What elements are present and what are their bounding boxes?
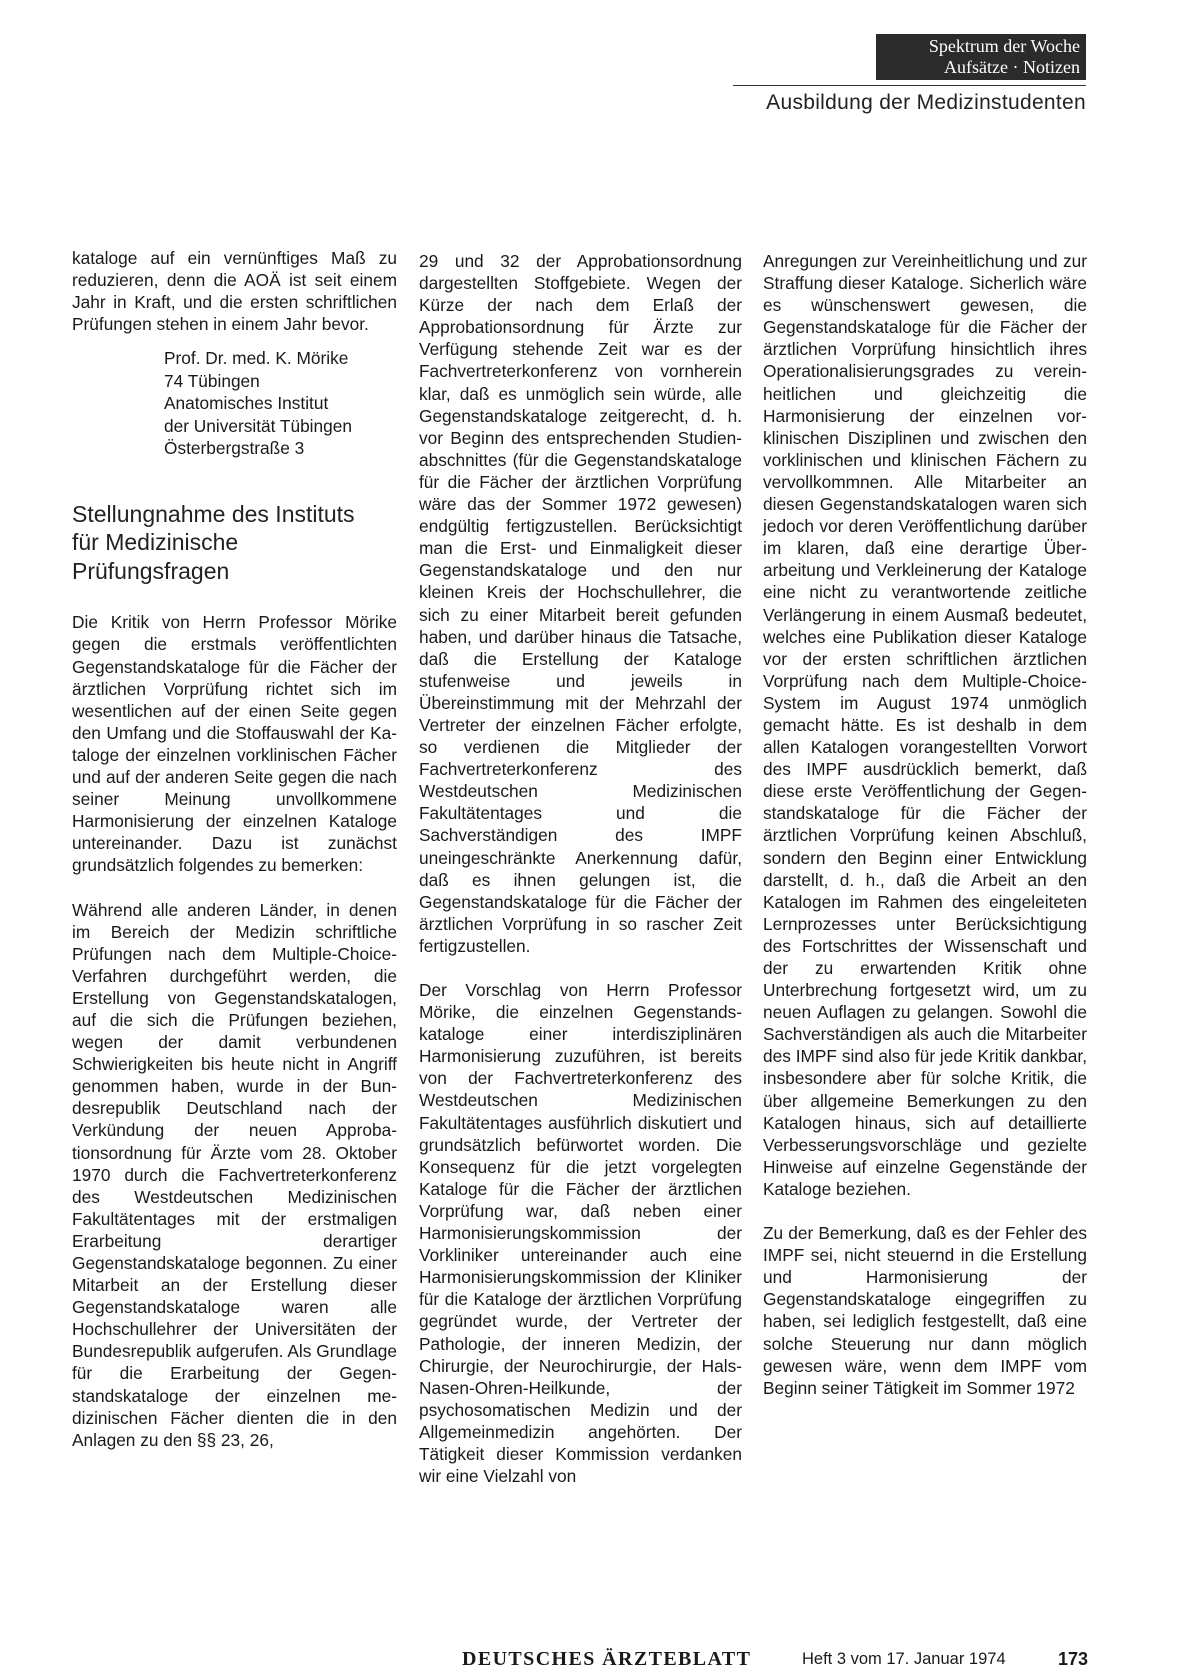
- author-address: [164, 347, 397, 460]
- heading-line: Stellungnahme des Instituts: [72, 500, 355, 527]
- section-badge: [876, 34, 1086, 80]
- column-3: [763, 250, 1087, 1399]
- paragraph: Während alle anderen Länder, in denen im Bereich der Medizin schriftliche Prüfungen nach dem Multiple-Choice-Verfahren durchgeführt werden, die Erstellung von Gegenstandskatalogen, auf die sich die Prüfungen beziehen, wegen der damit verbundenen Schwierigkeiten bis heute nicht in Angriff genommen haben, wurde in der Bundesrepublik Deutschland nach der Verkündung der neuen Approbationsordnung für Ärzte vom 28. Oktober 1970 durch die Fachvertreterkonferenz des Westdeutschen Medizinischen Fakultätentages mit der erstmaligen Erarbeitung derartiger Gegenstandskataloge begonnen. Zu einer Mitarbeit an der Erstellung dieser Gegenstandskataloge waren alle Hochschullehrer der Universitäten der Bundesrepublik aufgerufen. Als Grundlage für die Erarbeitung der Gegenstandskataloge der einzelnen medizinischen Fächer dienten die in den Anlagen zu den §§ 23, 26,: [72, 899, 397, 1450]
- column-2: [419, 250, 742, 1487]
- paragraph: Zu der Bemerkung, daß es der Fehler des IMPF sei, nicht steuernd in die Erstellung und Harmonisierung der Gegenstandskataloge eingegriffen zu haben, sei lediglich festgestellt, daß eine solche Steuerung nur dann möglich gewesen wäre, wenn dem IMPF vom Beginn seiner Tätigkeit im Sommer 1972: [763, 1223, 1087, 1398]
- heading-line: Prüfungsfragen: [72, 557, 230, 584]
- author-university: der Universität Tübingen: [164, 415, 352, 436]
- paragraph: kataloge auf ein vernünftiges Maß zu reduzieren, denn die AOÄ ist seit einem Jahr in Kraft, und die ersten schriftlichen Prüfungen stehen in einem Jahr bevor.: [72, 248, 397, 335]
- badge-line-1: Spektrum der Woche: [928, 36, 1080, 56]
- page-number: 173: [1058, 1649, 1089, 1669]
- author-street: Österbergstraße 3: [164, 438, 305, 459]
- section-title: Ausbildung der Medizinstudenten: [766, 91, 1086, 114]
- page-footer: [0, 1648, 1178, 1672]
- paragraph: Anregungen zur Vereinheitlichung und zur Straffung dieser Kataloge. Sicherlich wäre es wünschenswert gewesen, die Gegenstandskataloge für die Fächer der ärztlichen Vorprüfung hinsichtlich ihres Operationalisierungsgrades zu vereinheitlichen und gleichzeitig die Harmonisierung der einzelnen vorklinischen Disziplinen und zwischen den vorklinischen und klinischen Fächern zu vervollkommnen. Alle Mitarbeiter an diesen Gegenstandskatalogen waren sich jedoch vor deren Veröffentlichung darüber im klaren, daß eine derartige Überarbeitung und Verkleinerung der Kataloge eine nicht zu verantwortende zeitliche Verlängerung in einem Ausmaß bedeutet, welches eine Publikation dieser Kataloge vor der ersten schriftlichen ärztlichen Vorprüfung nach dem Multiple-Choice-System im August 1974 unmöglich gemacht hätte. Es ist deshalb in dem allen Katalogen vorangestellten Vorwort des IMPF ausdrücklich bemerkt, daß diese erste Veröffentlichung der Gegenstandskataloge für die Fächer der ärztlichen Vorprüfung keinen Abschluß, sondern den Beginn einer Entwicklung darstellt, d. h., daß die Arbeit an den Katalogen im Rahmen des eingeleiteten Lernprozesses unter Berücksichtigung des Fortschrittes der Wissenschaft und der zu erwartenden Kritik ohne Unterbrechung fortgesetzt wird, um zu neuen Auflagen zu gelangen. Sowohl die Sachverständigen als auch die Mitarbeiter des IMPF sind also für jede Kritik dankbar, insbesondere aber für solche Kritik, die über allgemeine Bemerkungen zu den Katalogen hinaus, sich auf detaillierte Verbesserungsvorschläge und gezielte Hinweise auf einzelne Gegenstände der Kataloge beziehen.: [763, 251, 1087, 1199]
- author-city: 74 Tübingen: [164, 370, 260, 391]
- header-rule: [733, 85, 1086, 86]
- journal-name: DEUTSCHES ÄRZTEBLATT: [462, 1648, 752, 1670]
- author-name: Prof. Dr. med. K. Mörike: [164, 348, 349, 369]
- paragraph: Der Vorschlag von Herrn Professor Mörike, die einzelnen Gegenstandskataloge einer interdisziplinären Harmonisierung zuzuführen, ist bereits von der Fachvertreterkonferenz des Westdeutschen Medizinischen Fakultätentages ausführlich diskutiert und grundsätzlich befürwortet worden. Die Konsequenz für die jetzt vorgelegten Kataloge für die Fächer der ärztlichen Vorprüfung war, daß neben einer Harmonisierungskommission der Vorkliniker untereinander auch eine Harmonisierungskommission der Kliniker für die Kataloge der ärztlichen Vorprüfung gegründet wurde, der Vertreter der Pathologie, der inneren Medizin, der Chirurgie, der Neurochirurgie, der Hals-Nasen-Ohren-Heilkunde, der psychosomatischen Medizin und der Allgemeinmedizin angehörten. Der Tätigkeit dieser Kommission verdanken wir eine Vielzahl von: [419, 980, 742, 1487]
- heading-line: für Medizinische: [72, 529, 239, 556]
- author-institute: Anatomisches Institut: [164, 393, 329, 414]
- paragraph: Die Kritik von Herrn Professor Mörike gegen die erstmals veröffentlichten Gegenstandskataloge für die Fächer der ärztlichen Vorprüfung richtet sich im wesentlichen auf der einen Seite gegen den Umfang und die Stoffauswahl der Kataloge der einzelnen vorklinischen Fächer und auf der anderen Seite gegen die nach seiner Meinung unvollkommene Harmonisierung der einzelnen Kataloge untereinander. Dazu ist zunächst grundsätzlich folgendes zu bemerken:: [72, 612, 397, 876]
- issue-info: Heft 3 vom 17. Januar 1974: [802, 1650, 1006, 1668]
- paragraph: 29 und 32 der Approbationsordnung dargestellten Stoffgebiete. Wegen der Kürze der nach dem Erlaß der Approbationsordnung für Ärzte zur Verfügung stehende Zeit war es der Fachvertreterkonferenz von vornherein klar, daß es unmöglich sein würde, alle Gegenstandskataloge zeitgerecht, d. h. vor Beginn des entsprechenden Studienabschnittes (für die Gegenstandskataloge für die Fächer der ärztlichen Vorprüfung wäre das der Sommer 1972 gewesen) endgültig fertigzustellen. Berücksichtigt man die Erst- und Einmaligkeit dieser Gegenstandskataloge und den nur kleinen Kreis der Hochschullehrer, die sich zu einer Mitarbeit bereit gefunden haben, und darüber hinaus die Tatsache, daß die Erstellung der Kataloge stufenweise und jeweils in Übereinstimmung mit der Mehrzahl der Vertreter der einzelnen Fächer erfolgte, so verdienen die Mitglieder der Fachvertreterkonferenz des Westdeutschen Medizinischen Fakultätentages und die Sachverständigen des IMPF uneingeschränkte Anerkennung dafür, daß es ihnen gelungen ist, die Gegenstandskataloge für die Fächer der ärztlichen Vorprüfung in so rascher Zeit fertigzustellen.: [419, 251, 742, 956]
- column-1: [72, 247, 397, 1451]
- badge-line-2: Aufsätze · Notizen: [944, 57, 1080, 77]
- article-heading: [72, 500, 397, 586]
